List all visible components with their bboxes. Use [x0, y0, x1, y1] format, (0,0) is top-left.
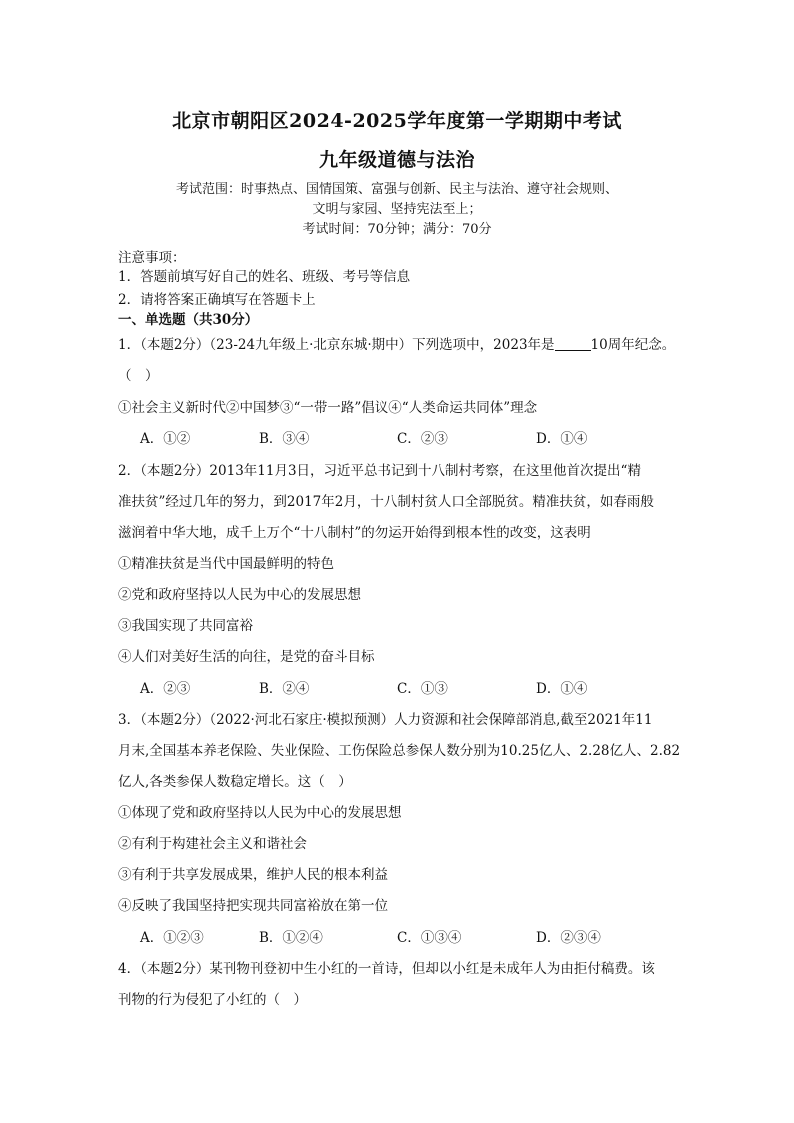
option-a: A．①②	[140, 431, 191, 447]
option-c: C．①③④	[397, 930, 462, 946]
option-c: C．②③	[397, 431, 448, 447]
question-2-statement: ①精准扶贫是当代中国最鲜明的特色	[118, 556, 334, 572]
question-2-line: 准扶贫”经过几年的努力，到2017年2月，十八制村贫人口全部脱贫。精准扶贫，如春雨般	[118, 494, 654, 510]
question-2-statement: ④人们对美好生活的向往，是党的奋斗目标	[118, 649, 375, 665]
option-d: D．②③④	[536, 930, 601, 946]
notes-heading: 注意事项：	[118, 250, 186, 266]
option-b: B．③④	[259, 431, 310, 447]
option-a: A．②③	[140, 681, 191, 697]
question-3-statement: ①体现了党和政府坚持以人民为中心的发展思想	[118, 805, 402, 821]
question-2-statement: ③我国实现了共同富裕	[118, 618, 253, 634]
question-2-line: 滋润着中华大地，成千上万个“十八制村”的勿运开始得到根本性的改变，这表明	[118, 525, 591, 541]
option-c: C．①③	[397, 681, 448, 697]
question-3-statement: ②有利于构建社会主义和谐社会	[118, 836, 307, 852]
exam-subject: 九年级道德与法治	[318, 149, 475, 171]
exam-time: 考试时间：70分钟；满分：70分	[302, 222, 492, 237]
question-3-line: 月末,全国基本养老保险、失业保险、工伤保险总参保人数分别为10.25亿人、2.28亿人、2.82	[118, 743, 681, 759]
question-4-line: 4．（本题2分）某刊物刊登初中生小红的一首诗，但却以小红是未成年人为由拒付稿费。该	[118, 961, 655, 977]
exam-title: 北京市朝阳区2024-2025学年度第一学期期中考试	[172, 110, 622, 132]
question-1-statement: ①社会主义新时代②中国梦③“一带一路”倡议④“人类命运共同体”理念	[118, 400, 538, 416]
note-item: 2．请将答案正确填写在答题卡上	[118, 292, 316, 308]
question-4-line: 刊物的行为侵犯了小红的（ ）	[118, 992, 307, 1008]
scope-line-1: 考试范围：时事热点、国情国策、富强与创新、民主与法治、遵守社会规则、	[175, 182, 618, 197]
question-2-statement: ②党和政府坚持以人民为中心的发展思想	[118, 587, 361, 603]
question-3-statement: ④反映了我国坚持把实现共同富裕放在第一位	[118, 898, 388, 914]
question-2-line: 2．（本题2分）2013年11月3日，习近平总书记到十八制村考察，在这里他首次提出“精	[118, 463, 641, 479]
note-item: 1．答题前填写好自己的姓名、班级、考号等信息	[118, 269, 411, 285]
exam-scope	[0, 180, 794, 240]
question-1-line: 1．（本题2分）（23-24九年级上·北京东城·期中）下列选项中，2023年是 10周年纪念。	[118, 337, 676, 353]
question-3-statement: ③有利于共享发展成果，维护人民的根本利益	[118, 867, 388, 883]
option-d: D．①④	[536, 681, 588, 697]
question-3-line: 亿人,各类参保人数稳定增长。这（ ）	[118, 774, 352, 790]
option-a: A．①②③	[140, 930, 204, 946]
question-1-bracket: （ ）	[118, 368, 159, 384]
option-d: D．①④	[536, 431, 588, 447]
section-heading: 一、单选题（共30分）	[118, 312, 259, 328]
option-b: B．②④	[259, 681, 310, 697]
option-b: B．①②④	[259, 930, 323, 946]
answer-blank	[555, 336, 591, 351]
question-3-line: 3．（本题2分）（2022·河北石家庄·模拟预测）人力资源和社会保障部消息,截至2021年11	[118, 712, 653, 728]
scope-line-2: 文明与家园、坚持宪法至上；	[312, 202, 482, 217]
